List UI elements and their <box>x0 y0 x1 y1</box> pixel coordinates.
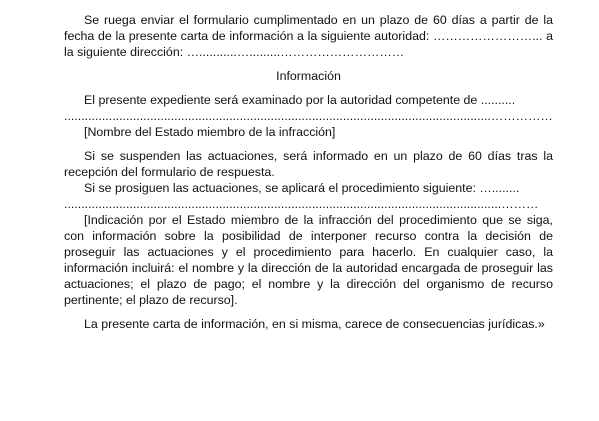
continuation-dots: ...............................................................................................................................……… <box>64 197 539 211</box>
send-form-paragraph: Se ruega enviar el formulario cumplimentado en un plazo de 60 días a partir de la fecha de la presente carta de información a la siguiente autoridad: ……………………... a la siguiente dirección: …...........….........………………………… <box>64 13 553 59</box>
procedure-note: [Indicación por el Estado miembro de la infracción del procedimiento que se siga, con información sobre la posibilidad de interponer recurso contra la decisión de proseguir las actuaciones y el procedimiento para hacerlo. En cualquier caso, la información incluirá: el nombre y la dirección de la autoridad encargada de proseguir las actuaciones; el plazo de pago; el nombre y la dirección del organismo de recurso pertinente; el plazo de recurso]. <box>64 213 553 307</box>
continuation-line: Si se prosiguen las actuaciones, se aplicará el procedimiento siguiente: …........ <box>84 181 520 195</box>
legal-effect-paragraph: La presente carta de información, en si misma, carece de consecuencias jurídicas.» <box>84 317 545 331</box>
suspension-paragraph: Si se suspenden las actuaciones, será informado en un plazo de 60 días tras la recepción del formulario de respuesta. <box>64 149 553 179</box>
document-page <box>64 12 553 340</box>
examination-dots: ............................................................................................................................…………… <box>64 109 553 123</box>
examination-line: El presente expediente será examinado por la autoridad competente de .......... <box>84 93 516 107</box>
information-heading: Información <box>276 69 341 83</box>
member-state-note: [Nombre del Estado miembro de la infracción] <box>84 125 336 139</box>
